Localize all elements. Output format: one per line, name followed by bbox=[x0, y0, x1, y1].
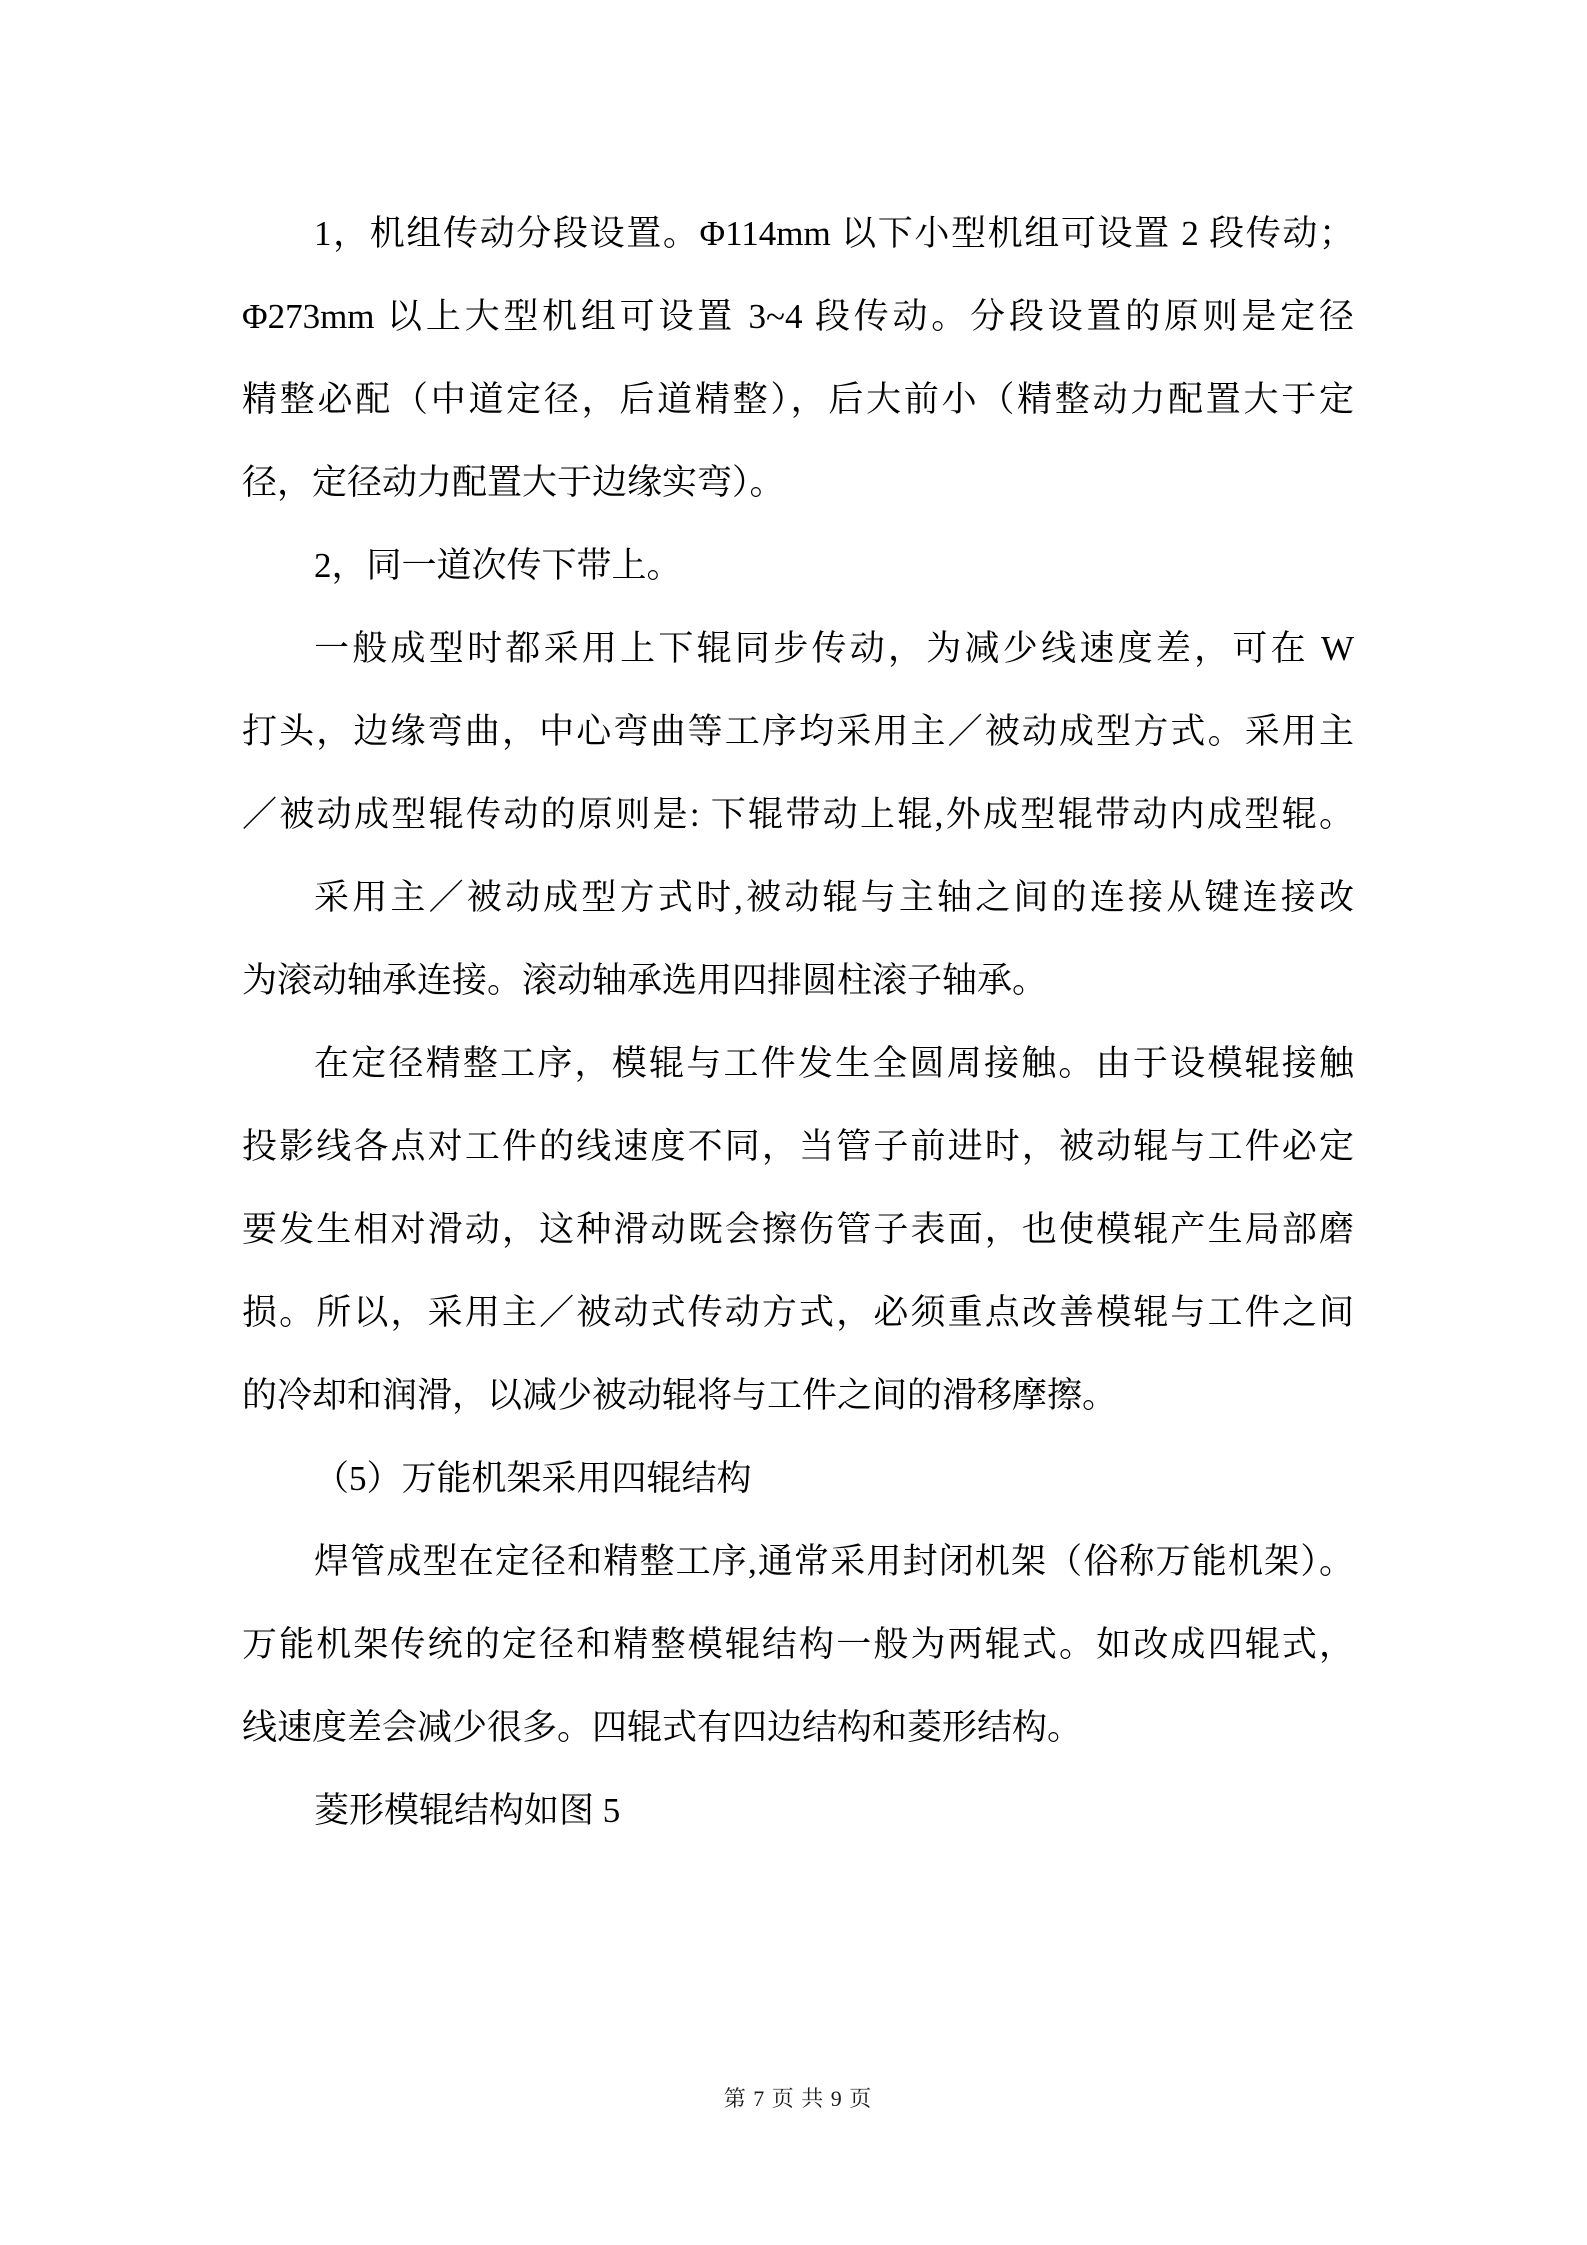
text-line: 投影线各点对工件的线速度不同，当管子前进时，被动辊与工件必定 bbox=[242, 1127, 1354, 1166]
page-footer: 第 7 页 共 9 页 bbox=[723, 2086, 873, 2111]
text-line: 要发生相对滑动，这种滑动既会擦伤管子表面，也使模辊产生局部磨 bbox=[242, 1210, 1354, 1249]
text-line: 采用主／被动成型方式时,被动辊与主轴之间的连接从键连接改 bbox=[314, 878, 1354, 917]
page-body bbox=[242, 192, 1354, 1852]
text-line: Φ273mm 以上大型机组可设置 3~4 段传动。分段设置的原则是定径 bbox=[242, 297, 1354, 336]
text-line: 万能机架传统的定径和精整模辊结构一般为两辊式。如改成四辊式， bbox=[242, 1625, 1354, 1664]
text-line: （5）万能机架采用四辊结构 bbox=[314, 1459, 752, 1498]
text-line: 精整必配（中道定径，后道精整），后大前小（精整动力配置大于定 bbox=[242, 380, 1354, 419]
text-line: 损。所以，采用主／被动式传动方式，必须重点改善模辊与工件之间 bbox=[242, 1293, 1354, 1332]
text-line: 菱形模辊结构如图 5 bbox=[314, 1791, 621, 1830]
text-line: ／被动成型辊传动的原则是: 下辊带动上辊,外成型辊带动内成型辊。 bbox=[242, 795, 1354, 834]
text-line: 1，机组传动分段设置。Φ114mm 以下小型机组可设置 2 段传动； bbox=[314, 214, 1354, 253]
text-line: 焊管成型在定径和精整工序,通常采用封闭机架（俗称万能机架）。 bbox=[314, 1542, 1354, 1581]
text-line: 在定径精整工序，模辊与工件发生全圆周接触。由于设模辊接触 bbox=[314, 1044, 1354, 1083]
text-line: 为滚动轴承连接。滚动轴承选用四排圆柱滚子轴承。 bbox=[242, 961, 1048, 1000]
text-line: 的冷却和润滑，以减少被动辊将与工件之间的滑移摩擦。 bbox=[242, 1376, 1118, 1415]
text-line: 打头，边缘弯曲，中心弯曲等工序均采用主／被动成型方式。采用主 bbox=[242, 712, 1354, 751]
text-line: 2，同一道次传下带上。 bbox=[314, 546, 682, 585]
text-line: 径，定径动力配置大于边缘实弯）。 bbox=[242, 463, 785, 502]
text-line: 线速度差会减少很多。四辊式有四边结构和菱形结构。 bbox=[242, 1708, 1083, 1747]
text-line: 一般成型时都采用上下辊同步传动，为减少线速度差，可在 W bbox=[314, 629, 1354, 668]
